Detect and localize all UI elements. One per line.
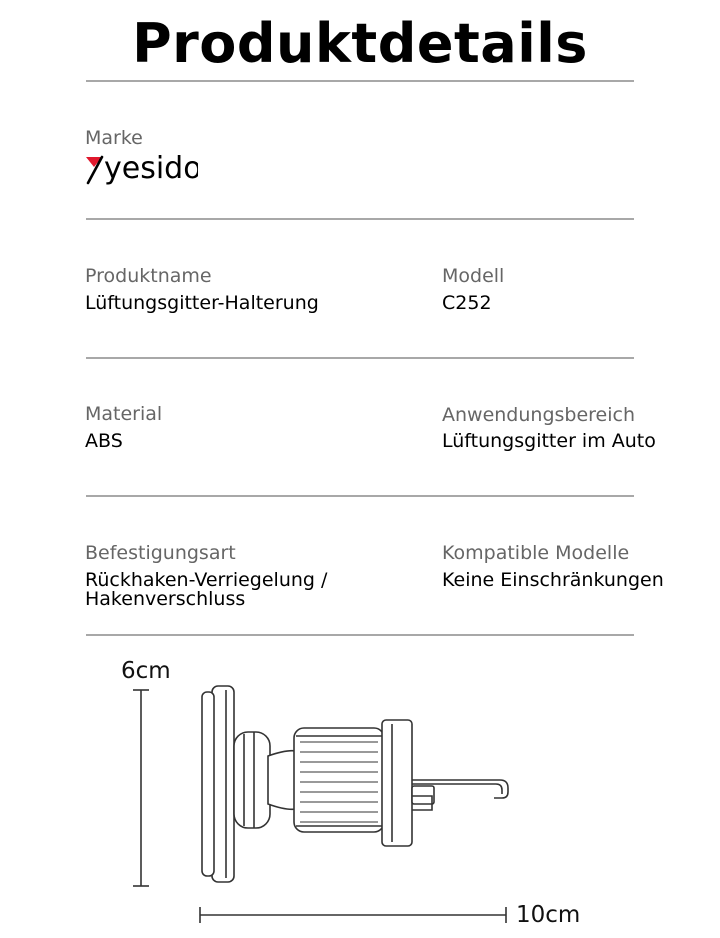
width-dimension-line [200, 907, 506, 923]
page-title: Produktdetails [132, 12, 588, 75]
divider [86, 218, 634, 220]
product-drawing [0, 640, 720, 938]
divider [86, 495, 634, 497]
knurled-knob [294, 728, 384, 832]
spec-value-mounting-line1: Rückhaken-Verriegelung / [85, 569, 328, 591]
spec-label-model: Modell [442, 265, 505, 287]
spec-value-application: Lüftungsgitter im Auto [442, 430, 656, 452]
brand-logo [86, 152, 198, 190]
brand-label: Marke [85, 127, 143, 149]
spec-value-material: ABS [85, 430, 123, 452]
spec-label-mounting: Befestigungsart [85, 542, 236, 564]
divider [86, 357, 634, 359]
spec-value-product-name: Lüftungsgitter-Halterung [85, 292, 319, 314]
height-dimension-label: 6cm [121, 658, 171, 684]
spec-label-application: Anwendungsbereich [442, 404, 636, 426]
clip-head [382, 720, 434, 846]
spec-value-mounting-line2: Hakenverschluss [85, 588, 246, 610]
yesido-logo-icon [86, 152, 198, 186]
magnet-plate [202, 686, 234, 882]
spec-label-product-name: Produktname [85, 265, 212, 287]
ball-joint [234, 732, 300, 828]
spec-value-model: C252 [442, 292, 492, 314]
spec-label-material: Material [85, 403, 163, 425]
divider [86, 634, 634, 636]
spec-label-compatible: Kompatible Modelle [442, 542, 630, 564]
width-dimension-label: 10cm [516, 902, 581, 928]
logo-wordmark: yesido [104, 152, 198, 186]
spec-value-compatible: Keine Einschränkungen [442, 569, 664, 591]
height-dimension-line [133, 690, 149, 886]
divider [86, 80, 634, 82]
